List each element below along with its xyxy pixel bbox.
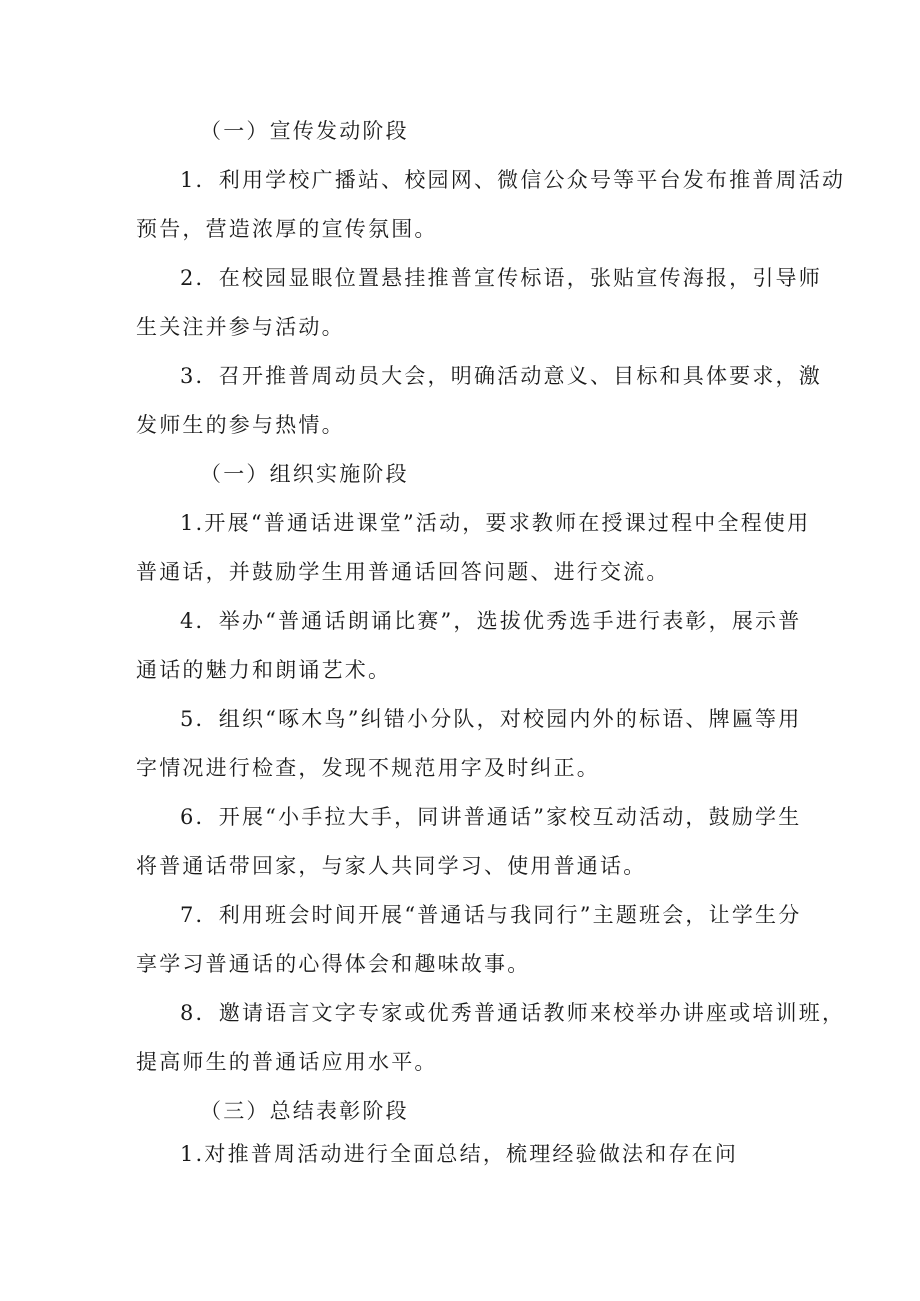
paragraph-item-10-line-1: 1.对推普周活动进行全面总结，梳理经验做法和存在问 <box>180 1142 739 1166</box>
paragraph-item-8-line-1: 7．利用班会时间开展“普通话与我同行”主题班会，让学生分 <box>180 903 802 927</box>
paragraph-item-5-line-1: 4．举办“普通话朗诵比赛”，选拔优秀选手进行表彰，展示普 <box>180 609 802 633</box>
paragraph-item-3-line-1: 3．召开推普周动员大会，明确活动意义、目标和具体要求，激 <box>180 364 822 388</box>
paragraph-item-3-line-2: 发师生的参与热情。 <box>136 413 345 437</box>
paragraph-item-6-line-1: 5．组织“啄木鸟”纠错小分队，对校园内外的标语、牌匾等用 <box>180 707 802 731</box>
paragraph-item-9-line-1: 8．邀请语言文字专家或优秀普通话教师来校举办讲座或培训班， <box>180 1001 846 1025</box>
paragraph-item-9-line-2: 提高师生的普通话应用水平。 <box>136 1050 438 1074</box>
paragraph-item-6-line-2: 字情况进行检查，发现不规范用字及时纠正。 <box>136 756 600 780</box>
paragraph-item-4-line-2: 普通话，并鼓励学生用普通话回答问题、进行交流。 <box>136 560 670 584</box>
paragraph-item-2-line-2: 生关注并参与活动。 <box>136 315 345 339</box>
section-heading-publicity: （一）宣传发动阶段 <box>200 119 409 143</box>
section-heading-summary: （三）总结表彰阶段 <box>200 1099 409 1123</box>
section-heading-implementation: （一）组织实施阶段 <box>200 462 409 486</box>
paragraph-item-5-line-2: 通话的魅力和朗诵艺术。 <box>136 658 392 682</box>
paragraph-item-4-line-1: 1.开展“普通话进课堂”活动，要求教师在授课过程中全程使用 <box>180 511 811 535</box>
paragraph-item-7-line-2: 将普通话带回家，与家人共同学习、使用普通话。 <box>136 854 647 878</box>
paragraph-item-1-line-1: 1．利用学校广播站、校园网、微信公众号等平台发布推普周活动 <box>180 168 846 192</box>
paragraph-item-7-line-1: 6．开展“小手拉大手，同讲普通话”家校互动活动，鼓励学生 <box>180 805 802 829</box>
paragraph-item-1-line-2: 预告，营造浓厚的宣传氛围。 <box>136 217 438 241</box>
paragraph-item-2-line-1: 2．在校园显眼位置悬挂推普宣传标语，张贴宣传海报，引导师 <box>180 266 822 290</box>
paragraph-item-8-line-2: 享学习普通话的心得体会和趣味故事。 <box>136 952 531 976</box>
